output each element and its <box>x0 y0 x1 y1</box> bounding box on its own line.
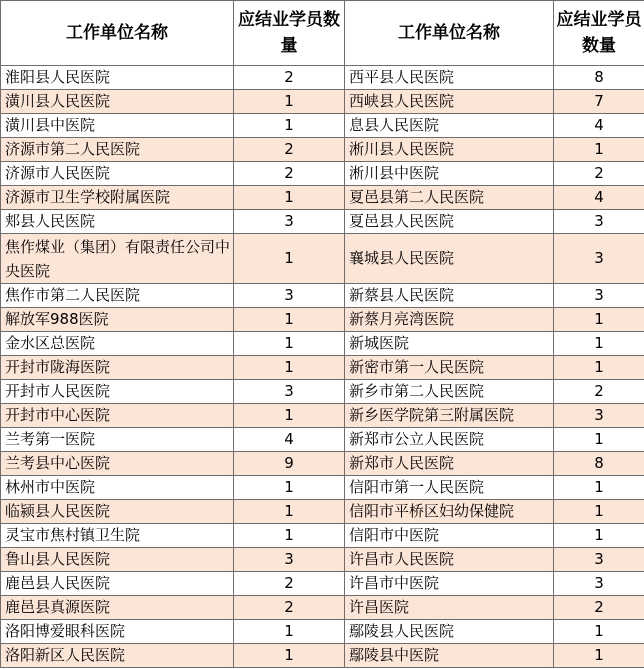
cell-unit-right: 许昌市人民医院 <box>345 548 554 572</box>
cell-unit-left: 林州市中医院 <box>1 476 234 500</box>
cell-count-left: 3 <box>234 380 345 404</box>
cell-unit-left: 济源市卫生学校附属医院 <box>1 186 234 210</box>
cell-unit-left: 焦作煤业（集团）有限责任公司中央医院 <box>1 234 234 284</box>
table-row <box>1 476 644 500</box>
cell-unit-right: 襄城县人民医院 <box>345 234 554 284</box>
header-unit-left: 工作单位名称 <box>1 1 234 66</box>
header-row <box>1 1 644 66</box>
cell-count-right: 1 <box>554 620 644 644</box>
cell-unit-left: 开封市中心医院 <box>1 404 234 428</box>
cell-unit-left: 兰考第一医院 <box>1 428 234 452</box>
cell-unit-left: 潢川县人民医院 <box>1 90 234 114</box>
cell-count-right: 3 <box>554 572 644 596</box>
cell-unit-right: 淅川县人民医院 <box>345 138 554 162</box>
cell-count-left: 1 <box>234 114 345 138</box>
cell-unit-left: 济源市人民医院 <box>1 162 234 186</box>
cell-count-right: 2 <box>554 162 644 186</box>
cell-count-right: 1 <box>554 500 644 524</box>
cell-count-right: 3 <box>554 548 644 572</box>
cell-count-right: 2 <box>554 380 644 404</box>
cell-unit-left: 潢川县中医院 <box>1 114 234 138</box>
cell-unit-right: 西峡县人民医院 <box>345 90 554 114</box>
table-row <box>1 548 644 572</box>
header-count-right: 应结业学员数量 <box>554 1 644 66</box>
cell-count-right: 8 <box>554 452 644 476</box>
table-row <box>1 234 644 284</box>
cell-count-left: 2 <box>234 138 345 162</box>
table-row <box>1 186 644 210</box>
cell-count-left: 1 <box>234 234 345 284</box>
table-row <box>1 404 644 428</box>
cell-unit-left: 鲁山县人民医院 <box>1 548 234 572</box>
cell-unit-left: 开封市陇海医院 <box>1 356 234 380</box>
cell-unit-left: 郏县人民医院 <box>1 210 234 234</box>
cell-count-left: 3 <box>234 210 345 234</box>
cell-unit-right: 鄢陵县人民医院 <box>345 620 554 644</box>
table-row <box>1 500 644 524</box>
cell-count-right: 3 <box>554 210 644 234</box>
table-row <box>1 356 644 380</box>
cell-count-left: 1 <box>234 90 345 114</box>
cell-count-right: 1 <box>554 138 644 162</box>
cell-unit-left: 兰考县中心医院 <box>1 452 234 476</box>
cell-unit-right: 息县人民医院 <box>345 114 554 138</box>
cell-unit-right: 新城医院 <box>345 332 554 356</box>
cell-count-right: 7 <box>554 90 644 114</box>
table-row <box>1 332 644 356</box>
table-row <box>1 210 644 234</box>
cell-count-left: 1 <box>234 308 345 332</box>
cell-unit-right: 新蔡月亮湾医院 <box>345 308 554 332</box>
cell-unit-left: 焦作市第二人民医院 <box>1 284 234 308</box>
header-count-left: 应结业学员数量 <box>234 1 345 66</box>
table-row <box>1 138 644 162</box>
cell-unit-right: 新乡市第二人民医院 <box>345 380 554 404</box>
header-unit-right: 工作单位名称 <box>345 1 554 66</box>
cell-unit-right: 新乡医学院第三附属医院 <box>345 404 554 428</box>
cell-count-left: 1 <box>234 186 345 210</box>
cell-unit-right: 信阳市第一人民医院 <box>345 476 554 500</box>
cell-count-right: 1 <box>554 308 644 332</box>
cell-count-left: 1 <box>234 476 345 500</box>
cell-unit-left: 开封市人民医院 <box>1 380 234 404</box>
cell-unit-left: 济源市第二人民医院 <box>1 138 234 162</box>
cell-count-right: 1 <box>554 428 644 452</box>
cell-unit-right: 新密市第一人民医院 <box>345 356 554 380</box>
table-row <box>1 572 644 596</box>
cell-count-left: 1 <box>234 644 345 668</box>
cell-count-left: 1 <box>234 500 345 524</box>
cell-count-right: 2 <box>554 596 644 620</box>
cell-unit-left: 洛阳新区人民医院 <box>1 644 234 668</box>
cell-count-left: 2 <box>234 596 345 620</box>
cell-count-left: 1 <box>234 356 345 380</box>
cell-count-left: 1 <box>234 332 345 356</box>
table-row <box>1 452 644 476</box>
cell-count-left: 2 <box>234 66 345 90</box>
cell-unit-right: 新郑市人民医院 <box>345 452 554 476</box>
table-row <box>1 114 644 138</box>
cell-count-right: 1 <box>554 524 644 548</box>
table-row <box>1 644 644 668</box>
cell-count-right: 4 <box>554 186 644 210</box>
table-row <box>1 308 644 332</box>
cell-count-left: 1 <box>234 524 345 548</box>
cell-unit-left: 灵宝市焦村镇卫生院 <box>1 524 234 548</box>
cell-unit-right: 淅川县中医院 <box>345 162 554 186</box>
table-row <box>1 596 644 620</box>
cell-unit-right: 许昌市中医院 <box>345 572 554 596</box>
cell-count-left: 4 <box>234 428 345 452</box>
cell-count-right: 1 <box>554 476 644 500</box>
cell-count-left: 2 <box>234 572 345 596</box>
cell-count-left: 1 <box>234 404 345 428</box>
cell-count-right: 4 <box>554 114 644 138</box>
cell-count-right: 3 <box>554 404 644 428</box>
cell-count-left: 2 <box>234 162 345 186</box>
cell-count-right: 3 <box>554 234 644 284</box>
cell-unit-right: 夏邑县第二人民医院 <box>345 186 554 210</box>
cell-unit-right: 夏邑县人民医院 <box>345 210 554 234</box>
table-row <box>1 620 644 644</box>
cell-unit-right: 信阳市平桥区妇幼保健院 <box>345 500 554 524</box>
table-row <box>1 524 644 548</box>
cell-count-left: 3 <box>234 284 345 308</box>
cell-count-right: 1 <box>554 356 644 380</box>
cell-unit-left: 洛阳博爱眼科医院 <box>1 620 234 644</box>
cell-unit-right: 鄢陵县中医院 <box>345 644 554 668</box>
cell-unit-right: 信阳市中医院 <box>345 524 554 548</box>
cell-count-left: 9 <box>234 452 345 476</box>
table-row <box>1 66 644 90</box>
cell-count-right: 1 <box>554 644 644 668</box>
cell-unit-left: 临颍县人民医院 <box>1 500 234 524</box>
cell-unit-right: 新蔡县人民医院 <box>345 284 554 308</box>
cell-unit-left: 鹿邑县真源医院 <box>1 596 234 620</box>
cell-unit-left: 解放军988医院 <box>1 308 234 332</box>
table-row <box>1 162 644 186</box>
cell-count-right: 1 <box>554 332 644 356</box>
cell-count-left: 1 <box>234 620 345 644</box>
cell-unit-right: 新郑市公立人民医院 <box>345 428 554 452</box>
cell-count-left: 3 <box>234 548 345 572</box>
cell-unit-right: 西平县人民医院 <box>345 66 554 90</box>
cell-count-right: 8 <box>554 66 644 90</box>
table-body <box>1 66 644 668</box>
cell-unit-left: 淮阳县人民医院 <box>1 66 234 90</box>
cell-unit-left: 金水区总医院 <box>1 332 234 356</box>
table-row <box>1 284 644 308</box>
table-row <box>1 428 644 452</box>
cell-unit-left: 鹿邑县人民医院 <box>1 572 234 596</box>
cell-count-right: 3 <box>554 284 644 308</box>
cell-unit-right: 许昌医院 <box>345 596 554 620</box>
table-row <box>1 90 644 114</box>
table-row <box>1 380 644 404</box>
